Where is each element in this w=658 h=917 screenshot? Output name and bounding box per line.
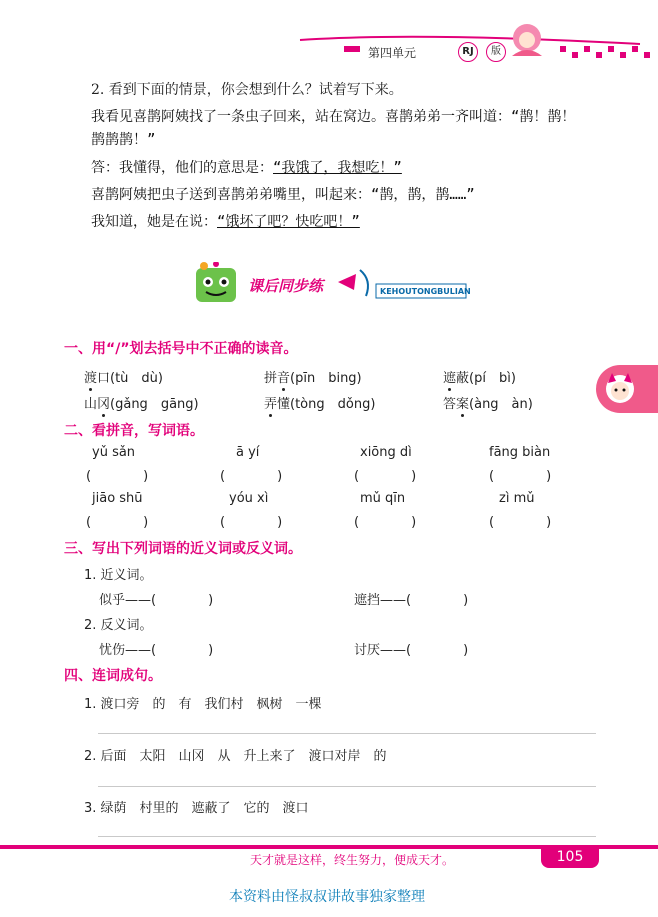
answer-blank[interactable]: ( ) xyxy=(86,469,149,484)
pinyin-item-1 xyxy=(84,367,163,386)
reading-para1-line1: 我看见喜鹊阿姨找了一条虫子回来，站在窝边。喜鹊弟弟一齐叫道：“鹊！鹊！ xyxy=(91,109,576,125)
answer-prefix: 答：我懂得，他们的意思是： xyxy=(91,160,273,176)
pinyin-item-6 xyxy=(443,393,533,412)
answer-blank[interactable]: ( ) xyxy=(489,515,552,530)
item-text: 蔽(pí bì) xyxy=(456,371,516,386)
sentence-question-2: 2. 后面 太阳 山冈 从 升上来了 渡口对岸 的 xyxy=(84,749,387,764)
answer-line-2[interactable] xyxy=(98,786,596,787)
pinyin-item-4 xyxy=(84,393,199,412)
pinyin-prompt: jiāo shū xyxy=(92,491,143,506)
antonym-blank-2[interactable]: 讨厌——( ) xyxy=(354,643,469,658)
item-text: (gǎng gāng) xyxy=(110,397,199,412)
answer-blank[interactable]: ( ) xyxy=(86,515,149,530)
answer-blank[interactable]: ( ) xyxy=(220,515,283,530)
reading-para3 xyxy=(91,211,360,231)
dotted-char: 案 xyxy=(456,397,470,412)
item-text: 懂(tòng dǒng) xyxy=(277,397,376,412)
reading-para2: 喜鹊阿姨把虫子送到喜鹊弟弟嘴里，叫起来：“鹊，鹊，鹊……” xyxy=(91,187,475,203)
answer-line-3[interactable] xyxy=(98,836,596,837)
reading-para1-line2: 鹊鹊鹊！” xyxy=(91,132,156,148)
answer-line-1[interactable] xyxy=(98,733,596,734)
pinyin-item-2 xyxy=(264,367,362,386)
answer-blank[interactable]: ( ) xyxy=(354,515,417,530)
synonym-subtitle: 1. 近义词。 xyxy=(84,568,153,583)
pinyin-item-5 xyxy=(264,393,375,412)
item-text: 拼 xyxy=(264,371,278,386)
answer-line xyxy=(91,157,402,177)
para3-quote: “饿坏了吧？快吃吧！” xyxy=(217,214,360,230)
mascot-icon xyxy=(596,365,658,413)
dotted-char: 渡 xyxy=(84,371,98,386)
pinyin-prompt: xiōng dì xyxy=(360,445,412,460)
item-text: (àng àn) xyxy=(469,397,533,412)
answer-blank[interactable]: ( ) xyxy=(354,469,417,484)
section-1-title: 一、用“/”划去括号中不正确的读音。 xyxy=(64,341,298,357)
unit-title: 第四单元 xyxy=(368,46,417,60)
sentence-question-1: 1. 渡口旁 的 有 我们村 枫树 一棵 xyxy=(84,697,322,712)
antonym-subtitle: 2. 反义词。 xyxy=(84,618,153,633)
para3-prefix: 我知道，她是在说： xyxy=(91,214,217,230)
sentence-question-3: 3. 绿荫 村里的 遮蔽了 它的 渡口 xyxy=(84,801,309,816)
badge-title: 课后同步练 xyxy=(248,277,324,295)
answer-blank[interactable]: ( ) xyxy=(489,469,552,484)
pinyin-prompt: mǔ qīn xyxy=(360,491,406,506)
pinyin-item-3 xyxy=(443,367,516,386)
item-text: 山 xyxy=(84,397,98,412)
edition-ban-badge: 版 xyxy=(486,42,506,62)
edition-rj-badge: RJ xyxy=(458,42,478,62)
answer-blank[interactable]: ( ) xyxy=(220,469,283,484)
item-text: 口(tù dù) xyxy=(97,371,163,386)
footer-note: 本资料由怪叔叔讲故事独家整理 xyxy=(229,889,425,905)
header-decoration xyxy=(0,0,658,70)
side-tab xyxy=(596,365,658,413)
section-3-title: 三、写出下列词语的近义词或反义词。 xyxy=(64,541,302,557)
pinyin-prompt: yǔ sǎn xyxy=(92,445,136,460)
synonym-blank-2[interactable]: 遮挡——( ) xyxy=(354,593,469,608)
antonym-blank-1[interactable]: 忧伤——( ) xyxy=(99,643,214,658)
dotted-char: 冈 xyxy=(97,397,111,412)
practice-badge xyxy=(190,262,468,304)
item-text: 答 xyxy=(443,397,457,412)
dotted-char: 遮 xyxy=(443,371,457,386)
section-2-title: 二、看拼音，写词语。 xyxy=(64,423,204,439)
synonym-blank-1[interactable]: 似乎——( ) xyxy=(99,593,214,608)
answer-quote: “我饿了，我想吃！” xyxy=(273,160,402,176)
badge-english: KEHOUTONGBULIAN xyxy=(380,287,471,296)
dotted-char: 弄 xyxy=(264,397,278,412)
pinyin-prompt: ā yí xyxy=(236,445,260,460)
footer-motto: 天才就是这样，终生努力，便成天才。 xyxy=(250,853,455,867)
section-4-title: 四、连词成句。 xyxy=(64,668,162,684)
reading-question-2: 2. 看到下面的情景，你会想到什么？试着写下来。 xyxy=(91,82,403,98)
page-number: 105 xyxy=(541,846,599,868)
pinyin-prompt: yóu xì xyxy=(229,491,269,506)
pinyin-prompt: zì mǔ xyxy=(499,491,535,506)
dotted-char: 音 xyxy=(277,371,291,386)
item-text: (pīn bing) xyxy=(290,371,362,386)
pinyin-prompt: fāng biàn xyxy=(489,445,551,460)
